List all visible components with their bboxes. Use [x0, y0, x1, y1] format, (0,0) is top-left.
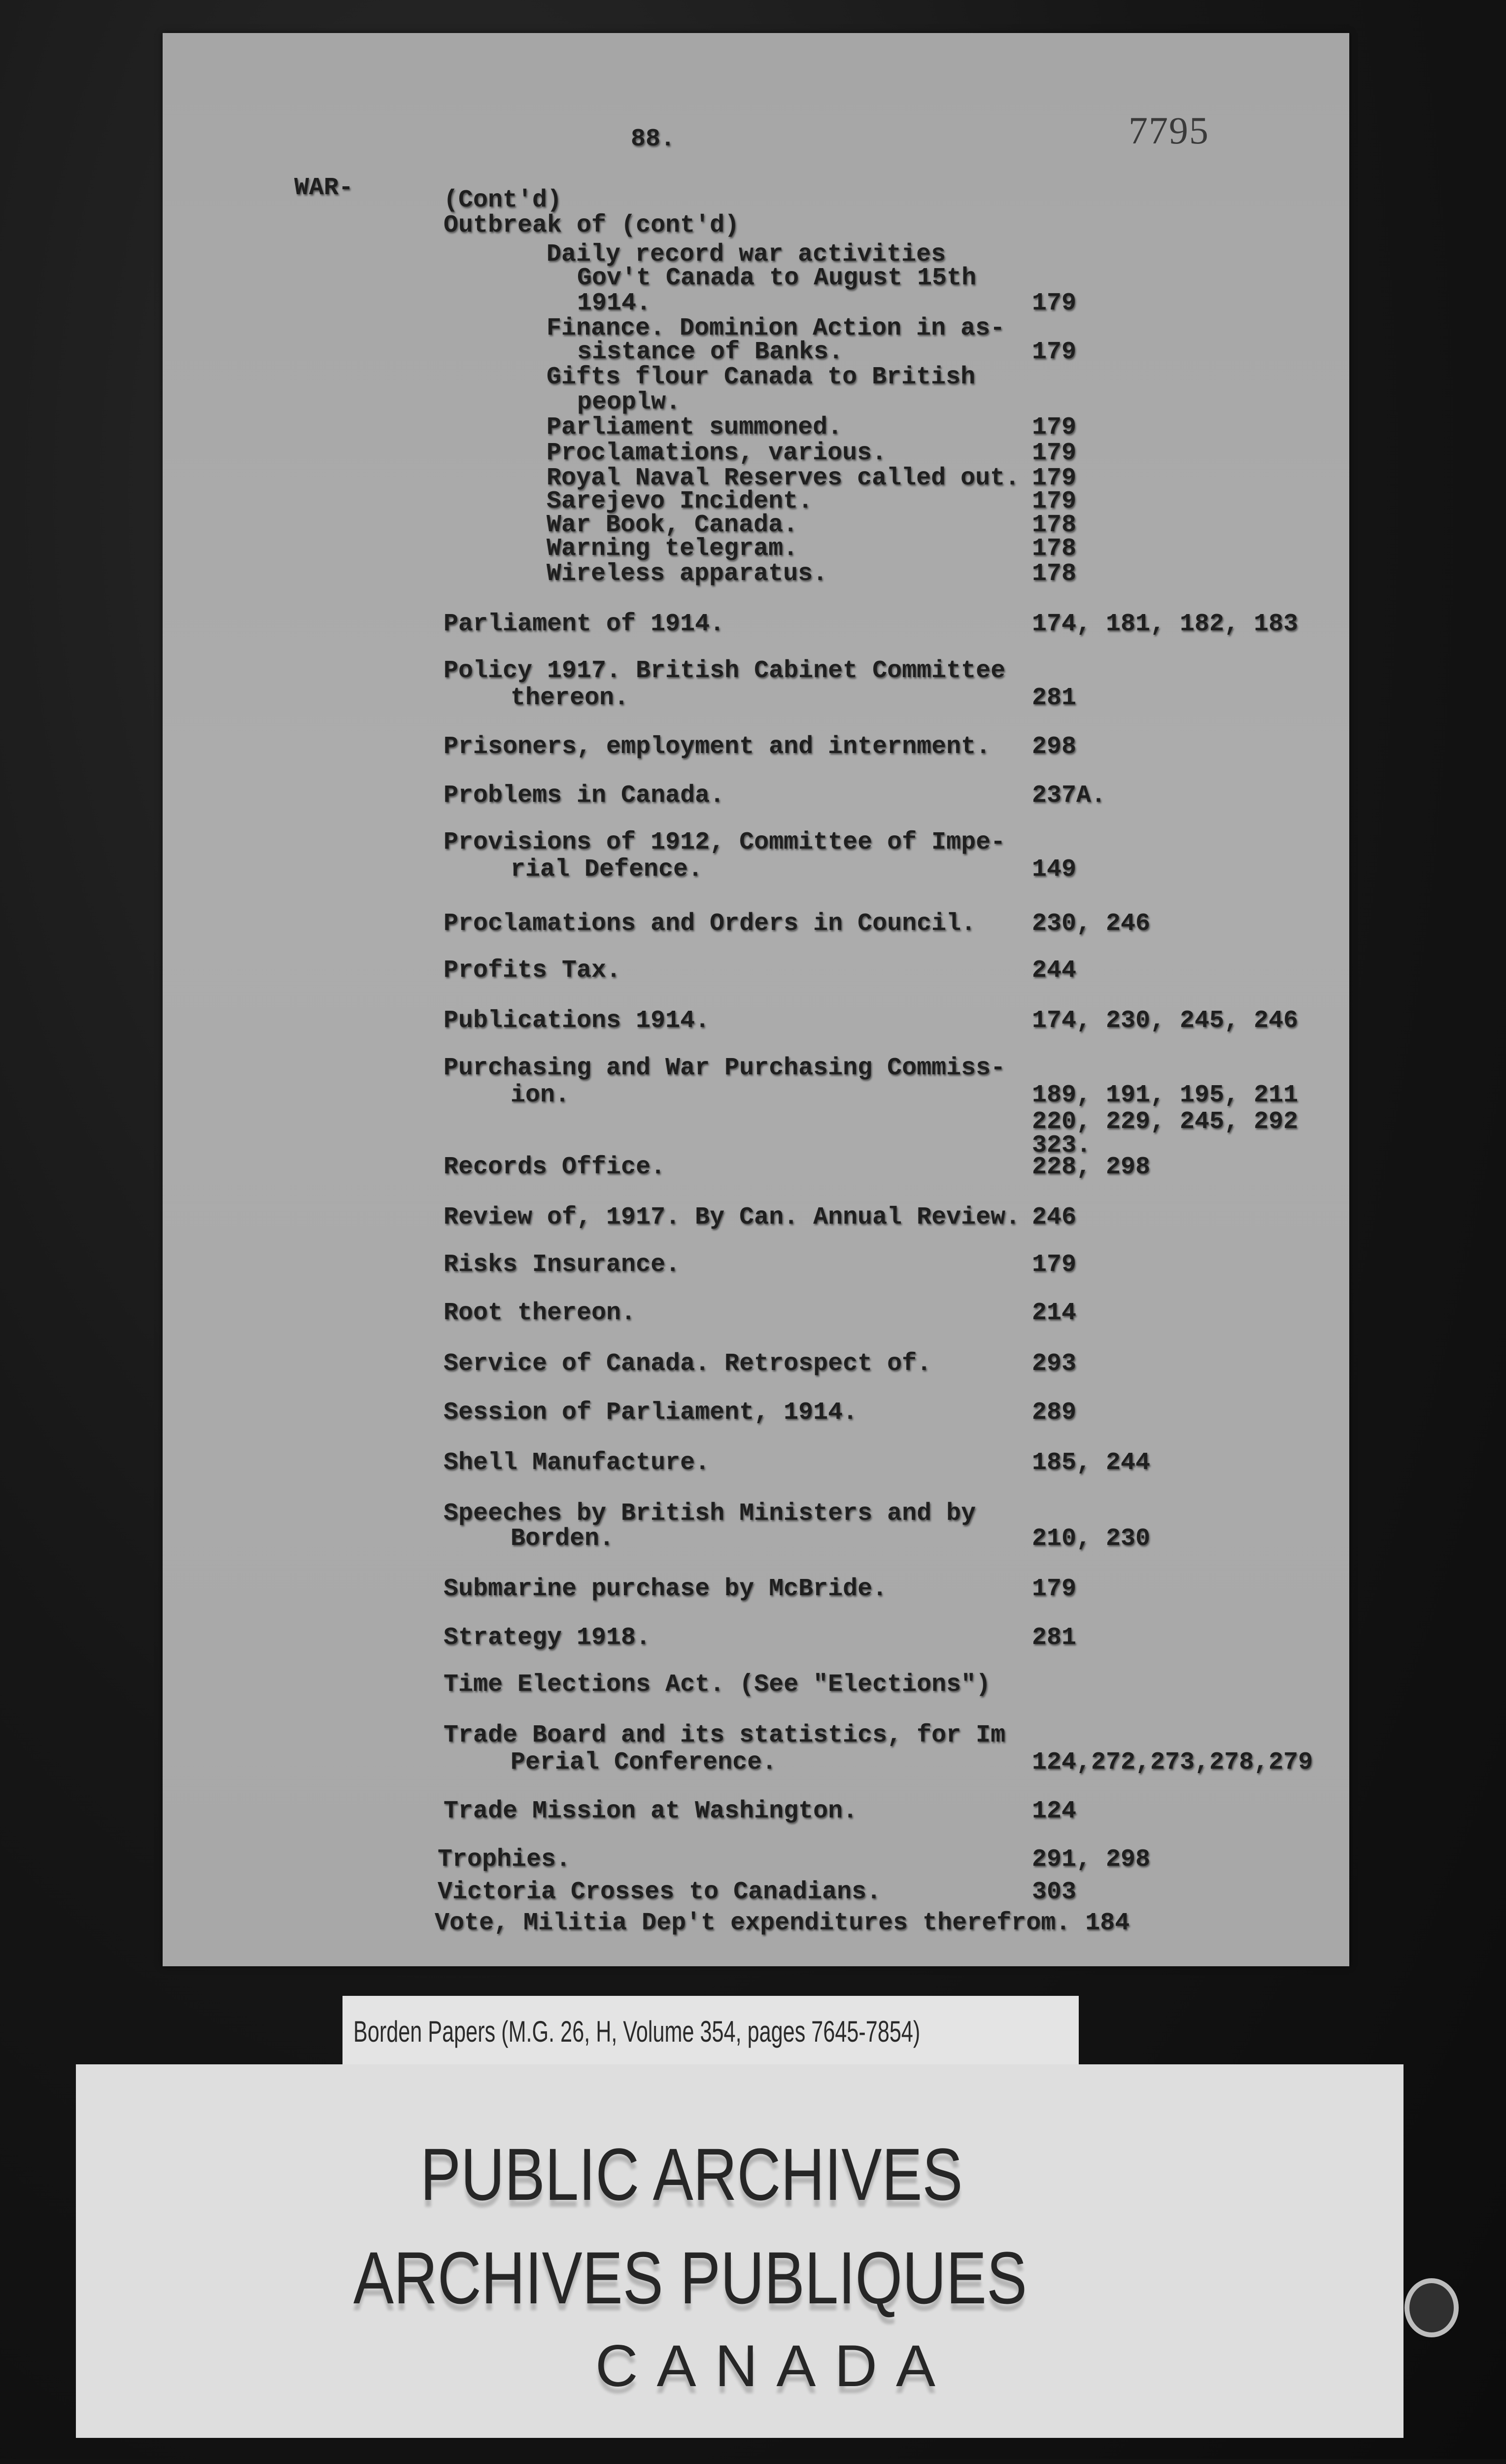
index-entry-text: Review of, 1917. By Can. Annual Review. [444, 1203, 1021, 1232]
index-entry-text: Finance. Dominion Action in as- [547, 314, 1005, 342]
collection-label [342, 1996, 1079, 2064]
index-entry-pages: 298 [1032, 733, 1077, 761]
index-entry-text: War Book, Canada. [547, 511, 798, 539]
index-entry-pages: 220, 229, 245, 292 [1032, 1108, 1299, 1136]
index-entry-text: Trade Board and its statistics, for Im [444, 1721, 1006, 1749]
index-entry-text: Problems in Canada. [444, 782, 725, 810]
index-entry-text: Provisions of 1912, Committee of Impe- [444, 828, 1006, 856]
index-entry-pages: 174, 181, 182, 183 [1032, 610, 1299, 638]
index-entry-pages: 179 [1032, 439, 1077, 467]
index-entry-pages: 124,272,273,278,279 [1032, 1748, 1313, 1777]
index-entry-pages: 246 [1032, 1203, 1077, 1232]
index-entry-text: Trophies. [438, 1846, 571, 1874]
index-entry-pages: 214 [1032, 1299, 1077, 1327]
index-entry-pages: 179 [1032, 338, 1077, 366]
index-entry-pages: 185, 244 [1032, 1449, 1151, 1477]
index-entry-text: peoplw. [577, 388, 681, 416]
index-entry-text: Borden. [511, 1525, 615, 1553]
index-entry-text: Gifts flour Canada to British [547, 363, 976, 391]
archives-title-fr: ARCHIVES PUBLIQUES [353, 2236, 1027, 2319]
index-entry-text: Victoria Crosses to Canadians. [438, 1878, 882, 1906]
index-entry-pages: 323. [1032, 1131, 1092, 1160]
index-entry-text: Policy 1917. British Cabinet Committee [444, 657, 1006, 685]
index-entry-text: Perial Conference. [511, 1748, 777, 1777]
index-entry-text: Profits Tax. [444, 957, 621, 985]
index-entry-text: Records Office. [444, 1153, 666, 1181]
index-entry-text: Service of Canada. Retrospect of. [444, 1350, 932, 1378]
index-entry-pages: 237A. [1032, 782, 1106, 810]
collection-label-text: Borden Papers (M.G. 26, H, Volume 354, pages 7645-7854) [353, 2015, 921, 2048]
index-entry-text: Royal Naval Reserves called out. [547, 464, 1020, 492]
index-entry-text: Time Elections Act. (See "Elections") [444, 1671, 991, 1699]
index-entry-text: Root thereon. [444, 1299, 636, 1327]
index-entry-text: Trade Mission at Washington. [444, 1797, 858, 1825]
index-entry-text: rial Defence. [511, 856, 703, 884]
index-entry-pages: 179 [1032, 413, 1077, 442]
index-entry-pages: 189, 191, 195, 211 [1032, 1081, 1299, 1109]
index-entry-text: Purchasing and War Purchasing Commiss- [444, 1054, 1006, 1082]
index-entry-pages: 179 [1032, 464, 1077, 492]
index-heading: WAR- [294, 174, 354, 202]
index-entry-pages: 281 [1032, 684, 1077, 712]
index-entry-text: thereon. [511, 684, 629, 712]
index-entry-pages: 210, 230 [1032, 1525, 1151, 1553]
index-entry-text: Warning telegram. [547, 535, 798, 563]
index-entry-text: Risks Insurance. [444, 1251, 681, 1279]
index-entry-pages: 178 [1032, 511, 1077, 539]
folio-stamp: 7795 [1129, 109, 1209, 152]
index-entry-pages: 303 [1032, 1878, 1077, 1906]
index-entry-text: Outbreak of (cont'd) [444, 211, 740, 240]
index-entry-pages: 293 [1032, 1350, 1077, 1378]
index-entry-text: Daily record war activities [547, 240, 946, 269]
index-entry-text: ion. [511, 1081, 570, 1109]
index-entry-text: Wireless apparatus. [547, 560, 828, 588]
index-entry-text: sistance of Banks. [577, 338, 844, 366]
index-entry-pages: 179 [1032, 487, 1077, 515]
index-entry-text: Shell Manufacture. [444, 1449, 710, 1477]
index-entry-pages: 178 [1032, 535, 1077, 563]
index-entry-text: Gov't Canada to August 15th [577, 264, 977, 292]
index-entry-pages: 149 [1032, 856, 1077, 884]
index-entry-pages: 291, 298 [1032, 1846, 1151, 1874]
index-entry-text: Speeches by British Ministers and by [444, 1500, 976, 1528]
index-entry-text: Parliament summoned. [547, 413, 843, 442]
index-entry-text: Submarine purchase by McBride. [444, 1575, 888, 1603]
index-entry-text: 1914. [577, 289, 651, 317]
index-entry-text: Proclamations and Orders in Council. [444, 910, 976, 938]
index-entry-pages: 124 [1032, 1797, 1077, 1825]
index-entry-pages: 179 [1032, 289, 1077, 317]
archives-title-en: PUBLIC ARCHIVES [420, 2133, 963, 2216]
index-entry-pages: 230, 246 [1032, 910, 1151, 938]
index-entry-text: Sarejevo Incident. [547, 487, 813, 515]
index-entry-text: Vote, Militia Dep't expenditures therefrom. 184 [435, 1909, 1130, 1937]
index-entry-pages: 179 [1032, 1575, 1077, 1603]
index-entry-text: Strategy 1918. [444, 1624, 651, 1652]
index-entry-pages: 281 [1032, 1624, 1077, 1652]
index-entry-pages: 244 [1032, 957, 1077, 985]
index-entry-pages: 178 [1032, 560, 1077, 588]
index-entry-text: Prisoners, employment and internment. [444, 733, 991, 761]
index-entry-text: Publications 1914. [444, 1007, 710, 1035]
archives-country: CANADA [595, 2333, 955, 2399]
page-number: 88. [631, 125, 676, 153]
index-entry-text: Parliament of 1914. [444, 610, 725, 638]
index-entry-pages: 174, 230, 245, 246 [1032, 1007, 1299, 1035]
index-entry-text: Session of Parliament, 1914. [444, 1399, 858, 1427]
index-entry-pages: 179 [1032, 1251, 1077, 1279]
archives-logo-icon [1404, 2278, 1459, 2337]
index-entry-pages: 228, 298 [1032, 1153, 1151, 1181]
index-entry-pages: 289 [1032, 1399, 1077, 1427]
index-entry-text: (Cont'd) [444, 186, 562, 214]
index-entry-text: Proclamations, various. [547, 439, 887, 467]
